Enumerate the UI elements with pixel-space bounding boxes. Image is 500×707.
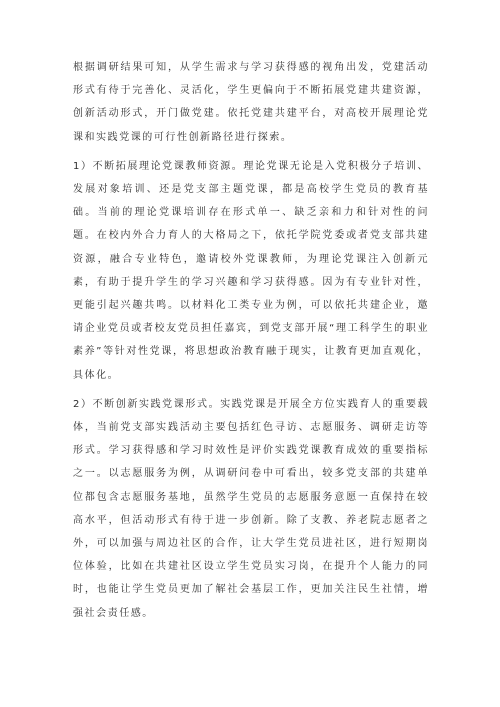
document-page (73, 56, 429, 625)
paragraph-theory-lessons: 1）不断拓展理论党课教师资源。理论党课无论是入党积极分子培训、发展对象培训、还是党支部主题党课，都是高校学生党员的教育基础。当前的理论党课培训存在形式单一、缺乏亲和力和针对性的问题。在校内外合力育人的大格局之下，依托学院党委或者党支部共建资源，融合专业特色，邀请校外党课教师，为理论党课注入创新元素，有助于提升学生的学习兴趣和学习获得感。因为有专业针对性，更能引起兴趣共鸣。以材料化工类专业为例，可以依托共建企业，邀请企业党员或者校友党员担任嘉宾，到党支部开展“理工科学生的职业素养”等针对性党课，将思想政治教育融于现实，让教育更加直观化，具体化。 (73, 160, 429, 381)
paragraph-intro: 根据调研结果可知，从学生需求与学习获得感的视角出发，党建活动形式有待于完善化、灵活化，学生更偏向于不断拓展党建共建资源，创新活动形式，开门做党建。依托党建共建平台，对高校开展理论党课和实践党课的可行性创新路径进行探索。 (73, 62, 429, 143)
paragraph-practice-lessons: 2）不断创新实践党课形式。实践党课是开展全方位实践育人的重要载体，当前党支部实践活动主要包括红色寻访、志愿服务、调研走访等形式。学习获得感和学习时效性是评价实践党课教育成效的重要指标之一。以志愿服务为例，从调研问卷中可看出，较多党支部的共建单位都包含志愿服务基地，虽然学生党员的志愿服务意愿一直保持在较高水平，但活动形式有待于进一步创新。除了支教、养老院志愿者之外，可以加强与周边社区的合作，让大学生党员进社区，进行短期岗位体验，比如在共建社区设立学生党员实习岗，在提升个人能力的同时，也能让学生党员更加了解社会基层工作，更加关注民生社情，增强社会责任感。 (73, 398, 429, 619)
